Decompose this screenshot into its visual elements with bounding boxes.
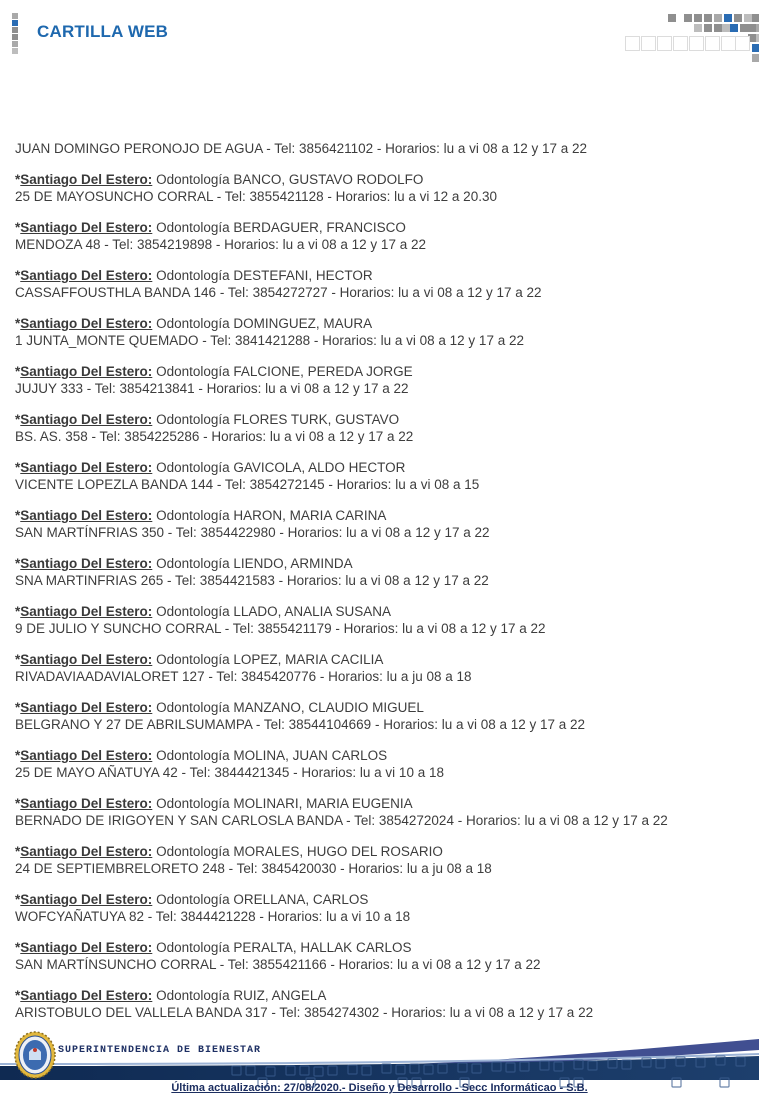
province-label: *Santiago Del Estero:	[15, 940, 153, 955]
provider-title-line	[15, 843, 751, 860]
provider-detail-line: SAN MARTÍNSUNCHO CORRAL - Tel: 3855421166 - Horarios: lu a vi 08 a 12 y 17 a 22	[15, 957, 541, 972]
provider-detail-line: 24 DE SEPTIEMBRELORETO 248 - Tel: 3845420030 - Horarios: lu a ju 08 a 18	[15, 861, 492, 876]
provider-specialty: Odontología	[156, 556, 230, 571]
provider-title-line	[15, 171, 751, 188]
provider-title-line	[15, 939, 751, 956]
provider-name: MOLINARI, MARIA EUGENIA	[233, 796, 413, 811]
provider-title-line	[15, 555, 751, 572]
provider-entry	[15, 555, 751, 589]
provider-specialty: Odontología	[156, 988, 230, 1003]
provider-detail-line: SAN MARTÍNFRIAS 350 - Tel: 3854422980 - Horarios: lu a vi 08 a 12 y 17 a 22	[15, 525, 490, 540]
provider-specialty: Odontología	[156, 604, 230, 619]
provider-specialty: Odontología	[156, 172, 230, 187]
province-label: *Santiago Del Estero:	[15, 172, 153, 187]
provider-name: MANZANO, CLAUDIO MIGUEL	[233, 700, 424, 715]
provider-name: MORALES, HUGO DEL ROSARIO	[233, 844, 443, 859]
provider-entry	[15, 651, 751, 685]
provider-entry	[15, 939, 751, 973]
provider-name: GAVICOLA, ALDO HECTOR	[233, 460, 406, 475]
provider-entry	[15, 459, 751, 493]
provider-detail-line: RIVADAVIAADAVIALORET 127 - Tel: 3845420776 - Horarios: lu a ju 08 a 18	[15, 669, 472, 684]
site-title[interactable]: CARTILLA WEB	[37, 22, 169, 41]
province-label: *Santiago Del Estero:	[15, 412, 153, 427]
provider-list	[15, 140, 751, 1021]
provider-name: LLADO, ANALIA SUSANA	[233, 604, 391, 619]
province-label: *Santiago Del Estero:	[15, 508, 153, 523]
province-label: *Santiago Del Estero:	[15, 844, 153, 859]
provider-detail-line: BERNADO DE IRIGOYEN Y SAN CARLOSLA BANDA - Tel: 3854272024 - Horarios: lu a vi 08 a 12 y 17 a 22	[15, 813, 668, 828]
provider-title-line	[15, 699, 751, 716]
provider-specialty: Odontología	[156, 748, 230, 763]
provider-entry	[15, 267, 751, 301]
provider-detail-line: CASSAFFOUSTHLA BANDA 146 - Tel: 3854272727 - Horarios: lu a vi 08 a 12 y 17 a 22	[15, 285, 542, 300]
provider-entry	[15, 411, 751, 445]
provider-name: PERALTA, HALLAK CARLOS	[233, 940, 412, 955]
provider-title-line	[15, 219, 751, 236]
province-label: *Santiago Del Estero:	[15, 460, 153, 475]
provider-name: MOLINA, JUAN CARLOS	[233, 748, 388, 763]
province-label: *Santiago Del Estero:	[15, 652, 153, 667]
provider-specialty: Odontología	[156, 700, 230, 715]
provider-name: FALCIONE, PEREDA JORGE	[233, 364, 413, 379]
provider-specialty: Odontología	[156, 220, 230, 235]
provider-entry	[15, 507, 751, 541]
provider-name: LOPEZ, MARIA CACILIA	[233, 652, 384, 667]
provider-name: FLORES TURK, GUSTAVO	[233, 412, 400, 427]
superintendencia-emblem-icon	[13, 1030, 57, 1080]
provider-specialty: Odontología	[156, 940, 230, 955]
province-label: *Santiago Del Estero:	[15, 700, 153, 715]
province-label: *Santiago Del Estero:	[15, 316, 153, 331]
provider-name: DESTEFANI, HECTOR	[233, 268, 373, 283]
provider-detail-line: SNA MARTINFRIAS 265 - Tel: 3854421583 - Horarios: lu a vi 08 a 12 y 17 a 22	[15, 573, 489, 588]
provider-title-line	[15, 363, 751, 380]
province-label: *Santiago Del Estero:	[15, 220, 153, 235]
provider-detail-line: 25 DE MAYO AÑATUYA 42 - Tel: 3844421345 - Horarios: lu a vi 10 a 18	[15, 765, 444, 780]
provider-specialty: Odontología	[156, 268, 230, 283]
provider-title-line	[15, 315, 751, 332]
provider-title-line	[15, 459, 751, 476]
province-label: *Santiago Del Estero:	[15, 892, 153, 907]
provider-entry	[15, 843, 751, 877]
province-label: *Santiago Del Estero:	[15, 268, 153, 283]
provider-title-line	[15, 891, 751, 908]
provider-detail-line: BELGRANO Y 27 DE ABRILSUMAMPA - Tel: 38544104669 - Horarios: lu a vi 08 a 12 y 17 a 22	[15, 717, 586, 732]
organization-name: SUPERINTENDENCIA DE BIENESTAR	[58, 1045, 262, 1056]
provider-title-line	[15, 651, 751, 668]
page-header	[0, 0, 759, 60]
page-footer	[0, 1020, 759, 1101]
provider-specialty: Odontología	[156, 412, 230, 427]
provider-entry	[15, 171, 751, 205]
provider-name: ORELLANA, CARLOS	[233, 892, 369, 907]
province-label: *Santiago Del Estero:	[15, 604, 153, 619]
provider-detail-line: 25 DE MAYOSUNCHO CORRAL - Tel: 3855421128 - Horarios: lu a vi 12 a 20.30	[15, 189, 497, 204]
provider-specialty: Odontología	[156, 460, 230, 475]
provider-entry	[15, 795, 751, 829]
provider-detail-line: MENDOZA 48 - Tel: 3854219898 - Horarios: lu a vi 08 a 12 y 17 a 22	[15, 237, 426, 252]
provider-name: BANCO, GUSTAVO RODOLFO	[233, 172, 424, 187]
provider-entry	[15, 363, 751, 397]
provider-entry	[15, 891, 751, 925]
province-label: *Santiago Del Estero:	[15, 748, 153, 763]
provider-title-line	[15, 603, 751, 620]
provider-entry	[15, 219, 751, 253]
provider-detail-line: ARISTOBULO DEL VALLELA BANDA 317 - Tel: 3854274302 - Horarios: lu a vi 08 a 12 y 17 a 22	[15, 1005, 594, 1020]
provider-entry	[15, 315, 751, 349]
provider-title-line	[15, 267, 751, 284]
provider-specialty: Odontología	[156, 844, 230, 859]
provider-title-line	[15, 987, 751, 1004]
province-label: *Santiago Del Estero:	[15, 988, 153, 1003]
provider-title-line	[15, 795, 751, 812]
provider-entry	[15, 699, 751, 733]
provider-detail-line: BS. AS. 358 - Tel: 3854225286 - Horarios: lu a vi 08 a 12 y 17 a 22	[15, 429, 414, 444]
provider-name: BERDAGUER, FRANCISCO	[233, 220, 406, 235]
provider-title-line	[15, 747, 751, 764]
provider-name: DOMINGUEZ, MAURA	[233, 316, 373, 331]
provider-specialty: Odontología	[156, 796, 230, 811]
continued-entry-line: JUAN DOMINGO PERONOJO DE AGUA - Tel: 3856421102 - Horarios: lu a vi 08 a 12 y 17 a 22	[15, 141, 587, 156]
provider-name: RUIZ, ANGELA	[233, 988, 327, 1003]
provider-entry	[15, 987, 751, 1021]
provider-specialty: Odontología	[156, 316, 230, 331]
provider-specialty: Odontología	[156, 364, 230, 379]
provider-detail-line: 1 JUNTA_MONTE QUEMADO - Tel: 3841421288 - Horarios: lu a vi 08 a 12 y 17 a 22	[15, 333, 524, 348]
provider-name: LIENDO, ARMINDA	[233, 556, 353, 571]
provider-detail-line: VICENTE LOPEZLA BANDA 144 - Tel: 3854272145 - Horarios: lu a vi 08 a 15	[15, 477, 480, 492]
provider-specialty: Odontología	[156, 508, 230, 523]
province-label: *Santiago Del Estero:	[15, 364, 153, 379]
provider-title-line	[15, 507, 751, 524]
provider-specialty: Odontología	[156, 892, 230, 907]
provider-detail-line: WOFCYAÑATUYA 82 - Tel: 3844421228 - Horarios: lu a vi 10 a 18	[15, 909, 411, 924]
last-update-text: Última actualización: 27/08/2020.- Diseño y Desarrollo - Secc Informáticao - S.B.	[171, 1082, 588, 1094]
provider-name: HARON, MARIA CARINA	[233, 508, 387, 523]
provider-title-line	[15, 411, 751, 428]
provider-detail-line: JUJUY 333 - Tel: 3854213841 - Horarios: lu a vi 08 a 12 y 17 a 22	[15, 381, 409, 396]
province-label: *Santiago Del Estero:	[15, 796, 153, 811]
provider-entry	[15, 603, 751, 637]
province-label: *Santiago Del Estero:	[15, 556, 153, 571]
provider-detail-line: 9 DE JULIO Y SUNCHO CORRAL - Tel: 3855421179 - Horarios: lu a vi 08 a 12 y 17 a 22	[15, 621, 546, 636]
logo-squares-icon	[12, 13, 19, 55]
provider-specialty: Odontología	[156, 652, 230, 667]
provider-entry	[15, 747, 751, 781]
